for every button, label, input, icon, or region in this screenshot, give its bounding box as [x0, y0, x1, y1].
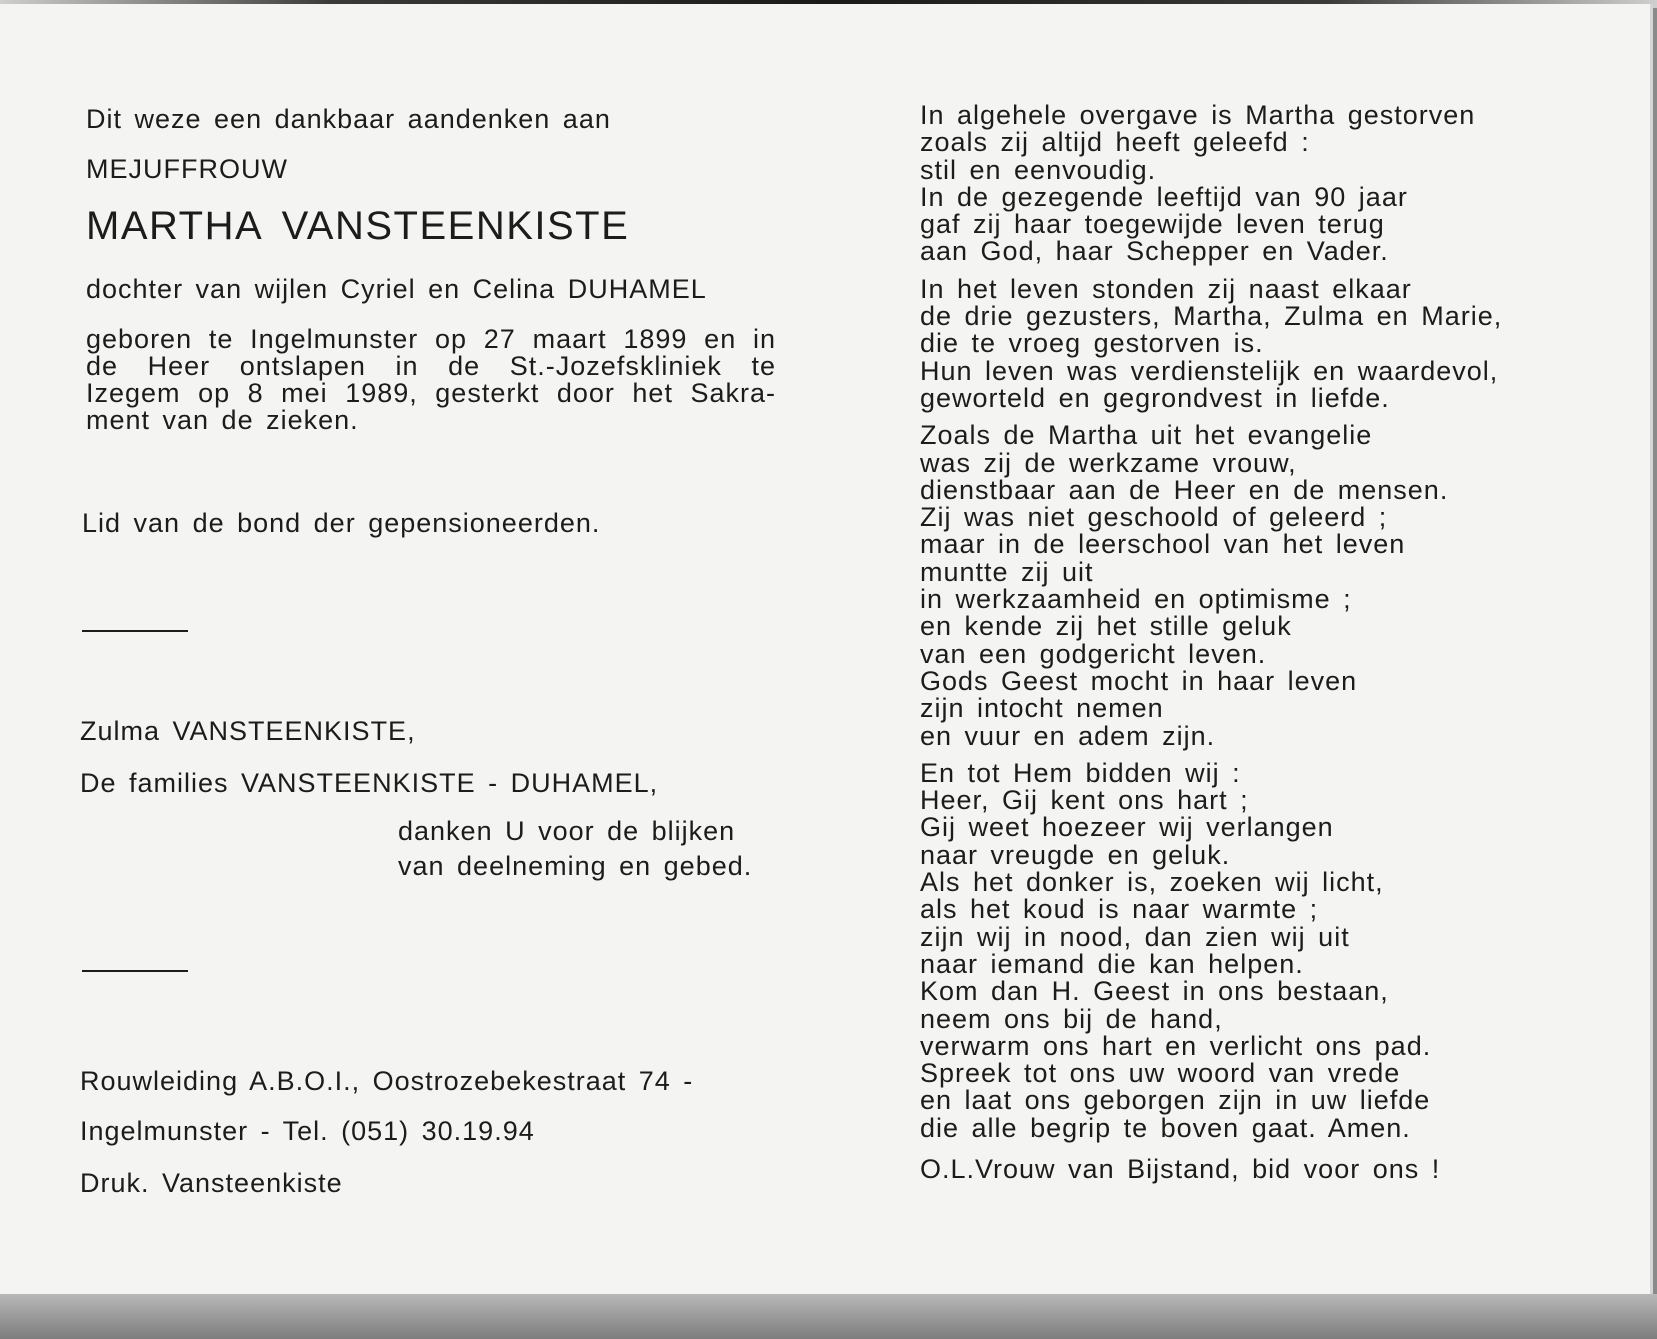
- poem-stanza: [920, 422, 1560, 750]
- closing-prayer: O.L.Vrouw van Bijstand, bid voor ons !: [920, 1153, 1441, 1184]
- verse-line: en kende zij het stille geluk: [920, 611, 1292, 642]
- verse-line: En tot Hem bidden wij :: [920, 757, 1241, 788]
- birth-line: geboren te Ingelmunster op 27 maart 1899 en in: [86, 324, 776, 354]
- verse-line: en laat ons geborgen zijn in uw liefde: [920, 1085, 1431, 1116]
- verse-line: zoals zij altijd heeft geleefd :: [920, 127, 1310, 158]
- birth-line: Izegem op 8 mei 1989, gesterkt door het Sakra-: [86, 378, 776, 408]
- verse-line: gaf zij haar toegewijde leven terug: [920, 209, 1385, 240]
- thanks-block: [398, 814, 752, 884]
- verse-line: Hun leven was verdienstelijk en waardevol,: [920, 355, 1499, 386]
- birth-line: ment van de zieken.: [86, 405, 359, 435]
- verse-line: In de gezegende leeftijd van 90 jaar: [920, 181, 1408, 212]
- verse-line: zijn intocht nemen: [920, 693, 1164, 724]
- verse-line: Gods Geest mocht in haar leven: [920, 665, 1358, 696]
- verse-line: verwarm ons hart en verlicht ons pad.: [920, 1030, 1432, 1061]
- verse-line: als het koud is naar warmte ;: [920, 894, 1319, 925]
- verse-line: Heer, Gij kent ons hart ;: [920, 785, 1249, 816]
- verse-line: de drie gezusters, Martha, Zulma en Marie,: [920, 301, 1503, 332]
- thanks-line: danken U voor de blijken: [398, 816, 736, 846]
- family-line-families: De families VANSTEENKISTE - DUHAMEL,: [80, 768, 659, 798]
- thanks-line: van deelneming en gebed.: [398, 851, 753, 881]
- verse-line: muntte zij uit: [920, 556, 1094, 587]
- poem-stanza: [920, 757, 1560, 1143]
- right-column-poem: [920, 102, 1560, 1183]
- divider-rule: [82, 630, 188, 632]
- poem-stanza: [920, 102, 1560, 266]
- title-label: MEJUFFROUW: [86, 154, 288, 184]
- verse-line: Kom dan H. Geest in ons bestaan,: [920, 976, 1389, 1007]
- verse-line: en vuur en adem zijn.: [920, 720, 1216, 751]
- verse-line: maar in de leerschool van het leven: [920, 529, 1406, 560]
- verse-line: was zij de werkzame vrouw,: [920, 447, 1297, 478]
- verse-line: In algehele overgave is Martha gestorven: [920, 100, 1476, 130]
- verse-line: Spreek tot ons uw woord van vrede: [920, 1058, 1401, 1089]
- family-line-sister: Zulma VANSTEENKISTE,: [80, 716, 416, 746]
- undertaker-line: Rouwleiding A.B.O.I., Oostrozebekestraat 74 -: [80, 1066, 694, 1096]
- printer-line: Druk. Vansteenkiste: [80, 1168, 343, 1198]
- verse-line: Gij weet hoezeer wij verlangen: [920, 812, 1334, 843]
- verse-line: zijn wij in nood, dan zien wij uit: [920, 921, 1350, 952]
- parents-line: dochter van wijlen Cyriel en Celina DUHAMEL: [86, 274, 707, 304]
- verse-line: Als het donker is, zoeken wij licht,: [920, 867, 1384, 898]
- verse-line: in werkzaamheid en optimisme ;: [920, 584, 1352, 615]
- verse-line: Zij was niet geschoold of geleerd ;: [920, 502, 1388, 533]
- verse-line: In het leven stonden zij naast elkaar: [920, 273, 1412, 304]
- verse-line: geworteld en gegrondvest in liefde.: [920, 382, 1390, 413]
- undertaker-contact-line: Ingelmunster - Tel. (051) 30.19.94: [80, 1116, 535, 1146]
- birth-death-paragraph: [86, 326, 776, 434]
- membership-line: Lid van de bond der gepensioneerden.: [82, 508, 601, 538]
- poem-stanza: [920, 273, 1560, 413]
- verse-line: neem ons bij de hand,: [920, 1003, 1223, 1034]
- verse-line: naar iemand die kan helpen.: [920, 948, 1304, 979]
- birth-line: de Heer ontslapen in de St.-Jozefskliniek te: [86, 351, 776, 381]
- verse-line: die te vroeg gestorven is.: [920, 328, 1264, 359]
- memorial-card: [0, 4, 1653, 1294]
- scan-background-band: [0, 1294, 1657, 1339]
- verse-line: die alle begrip te boven gaat. Amen.: [920, 1112, 1411, 1143]
- verse-line: van een godgericht leven.: [920, 638, 1267, 669]
- deceased-name: MARTHA VANSTEENKISTE: [86, 204, 630, 248]
- verse-line: aan God, haar Schepper en Vader.: [920, 236, 1389, 267]
- divider-rule: [82, 970, 188, 972]
- verse-line: dienstbaar aan de Heer en de mensen.: [920, 474, 1449, 505]
- verse-line: naar vreugde en geluk.: [920, 839, 1231, 870]
- intro-line: Dit weze een dankbaar aandenken aan: [86, 104, 611, 134]
- verse-line: Zoals de Martha uit het evangelie: [920, 420, 1373, 451]
- verse-line: stil en eenvoudig.: [920, 154, 1157, 185]
